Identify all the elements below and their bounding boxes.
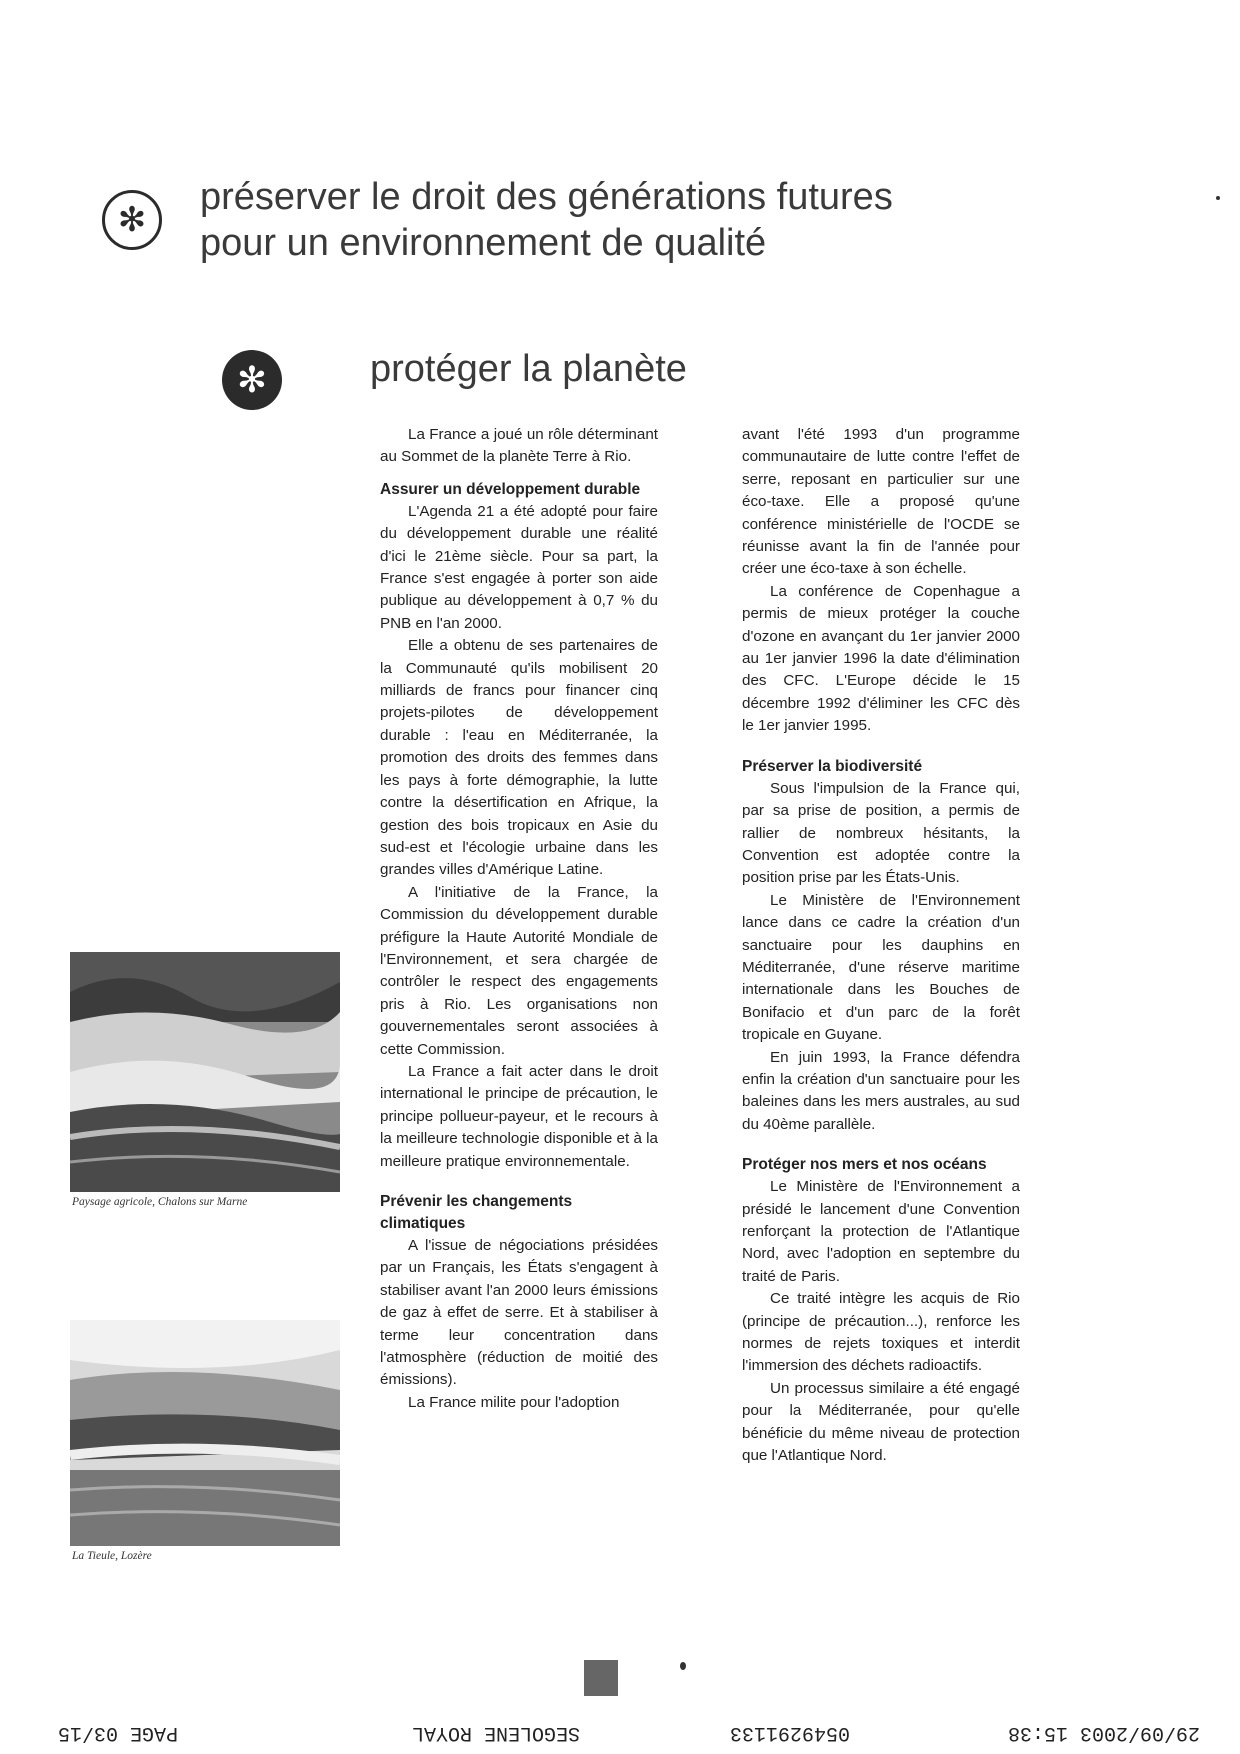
scan-speck [680,1662,686,1670]
paragraph: En juin 1993, la France défendra enfin la création d'un sanctuaire pour les baleines dans les mers australes, au sud du 40ème parallèle. [742,1048,1020,1133]
photo-la-tieule [70,1320,340,1546]
page-heading [200,174,1020,266]
fax-page: PAGE 03/15 [57,1721,178,1744]
paragraph: L'Agenda 21 a été adopté pour faire du développement durable une réalité d'ici le 21ème siècle. Pour sa part, la France s'est engagée à porter son aide publique au développement à 0,7 % du PNB en l'an 2000. [380,502,658,632]
paragraph: avant l'été 1993 d'un programme communautaire de lutte contre l'effet de serre, reposant en particulier sur une éco-taxe. Elle a proposé qu'une conférence ministérielle de l'OCDE se réunisse avant la fin de l'année pour créer une éco-taxe à son échelle. [742,426,1020,578]
paragraph: La France milite pour l'adoption [408,1393,620,1411]
scan-speck [1216,196,1220,200]
paragraph: La conférence de Copenhague a permis de mieux protéger la couche d'ozone en avançant du 1er janvier 2000 au 1er janvier 1996 la date d'élimination des CFC. L'Europe décide le 15 décembre 1992 d'éliminer les CFC dès le 1er janvier 1995. [742,582,1020,735]
photo-caption-1: Paysage agricole, Chalons sur Marne [72,1196,248,1208]
paragraph: La France a joué un rôle déterminant au Sommet de la planète Terre à Rio. [380,426,658,466]
subheading-durable: Assurer un développement durable [380,480,641,498]
heading-logo-icon: ✻ [102,190,162,250]
paragraph: Un processus similaire a été engagé pour la Méditerranée, pour qu'elle bénéficie du même niveau de protection que l'Atlantique Nord. [742,1379,1020,1465]
fax-sender: SEGOLENE ROYAL [411,1721,580,1744]
section-title: protéger la planète [370,348,687,390]
section-logo-icon: ✻ [222,350,282,410]
paragraph: La France a fait acter dans le droit international le principe de précaution, le principe pollueur-payeur, et le recours à la meilleure technologie disponible et à la meilleure pratique environnementale. [380,1062,658,1170]
fax-number: 0549291133 [729,1721,850,1744]
paragraph: Sous l'impulsion de la France qui, par sa prise de position, a permis de rallier de nombreux hésitants, la Convention est adoptée contre la position prise par les États-Unis. [742,779,1020,887]
page-marker [584,1660,618,1696]
paragraph: A l'initiative de la France, la Commission du développement durable préfigure la Haute Autorité Mondiale de l'Environnement, et sera chargée de contrôler le respect des engagements pris à Rio. Les organisations non gouvernementales seront associées à cette Commission. [380,883,658,1058]
text-column-1 [380,424,658,1414]
paragraph: Elle a obtenu de ses partenaires de la Communauté qu'ils mobilisent 20 milliards de francs pour financer cinq projets-pilotes de développement durable : l'eau en Méditerranée, la promotion des droits des femmes dans les pays à forte démographie, la lutte contre la désertification en Afrique, la gestion des bois tropicaux en Asie du sud-est et l'écologie urbaine dans les grandes villes d'Amérique Latine. [380,637,658,879]
subheading-climat: Prévenir les changements climatiques [380,1193,573,1232]
subheading-mers: Protéger nos mers et nos océans [742,1156,987,1174]
subheading-biodiversite: Préserver la biodiversité [742,757,923,775]
page-heading-line2: pour un environnement de qualité [200,222,767,264]
paragraph: Ce traité intègre les acquis de Rio (principe de précaution...), renforce les normes de rejets toxiques et interdit l'immersion des déchets radioactifs. [742,1290,1020,1375]
photo-caption-2: La Tieule, Lozère [72,1550,152,1562]
paragraph: Le Ministère de l'Environnement lance dans ce cadre la création d'un sanctuaire pour les dauphins en Méditerranée, d'une réserve maritime internationale dans les Bouches de Bonifacio et d'un parc de la forêt tropicale en Guyane. [742,891,1020,1044]
paragraph: A l'issue de négociations présidées par un Français, les États s'engagent à stabiliser avant l'an 2000 leurs émissions de gaz à effet de serre. Et à stabiliser à terme leur concentration dans l'atmosphère (réduction de moitié des émissions). [380,1237,658,1389]
fax-header [0,1718,1240,1748]
page-heading-line1: préserver le droit des générations futures [200,176,893,218]
paragraph: Le Ministère de l'Environnement a présidé le lancement d'une Convention renforçant la protection de l'Atlantique Nord, avec l'adoption en septembre du traité de Paris. [742,1178,1020,1285]
photo-agricultural-landscape [70,952,340,1192]
text-column-2 [742,424,1020,1467]
fax-datetime: 29/09/2003 15:38 [1007,1721,1200,1744]
